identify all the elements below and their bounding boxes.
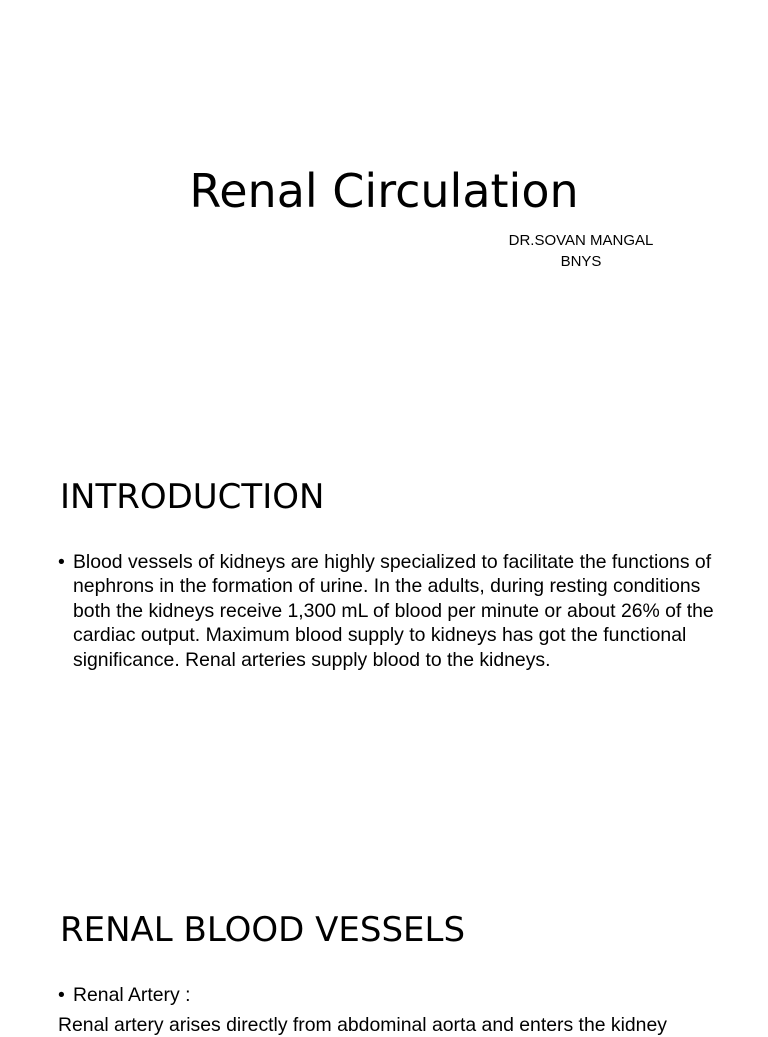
introduction-bullet-list: [58, 550, 718, 672]
author-name: DR.SOVAN MANGAL: [508, 232, 654, 249]
section-heading-renal-blood-vessels: RENAL BLOOD VESSELS: [60, 910, 466, 950]
bullet-text: Renal Artery :: [73, 984, 191, 1006]
renal-vessels-bullet-list: [58, 983, 718, 1007]
bullet-item: [58, 983, 718, 1007]
author-degree: BNYS: [560, 253, 602, 270]
renal-blood-vessels-slide: [0, 860, 768, 1036]
section-heading-introduction: INTRODUCTION: [60, 477, 325, 517]
presentation-title: Renal Circulation: [189, 164, 579, 218]
bullet-dot-icon: •: [58, 551, 65, 573]
introduction-slide: [0, 420, 768, 860]
title-slide: [0, 0, 768, 420]
bullet-item: [58, 550, 718, 672]
author-block: [481, 230, 681, 272]
renal-artery-description: Renal artery arises directly from abdominal aorta and enters the kidney: [58, 1014, 667, 1036]
bullet-text: Blood vessels of kidneys are highly specialized to facilitate the functions of nephrons in the formation of urine. In the adults, during resting conditions both the kidneys receive 1,300 mL of blood per minute or about 26% of the cardiac output. Maximum blood supply to kidneys has got the functional significance. Renal arteries supply blood to the kidneys.: [73, 551, 714, 671]
bullet-dot-icon: •: [58, 984, 65, 1006]
